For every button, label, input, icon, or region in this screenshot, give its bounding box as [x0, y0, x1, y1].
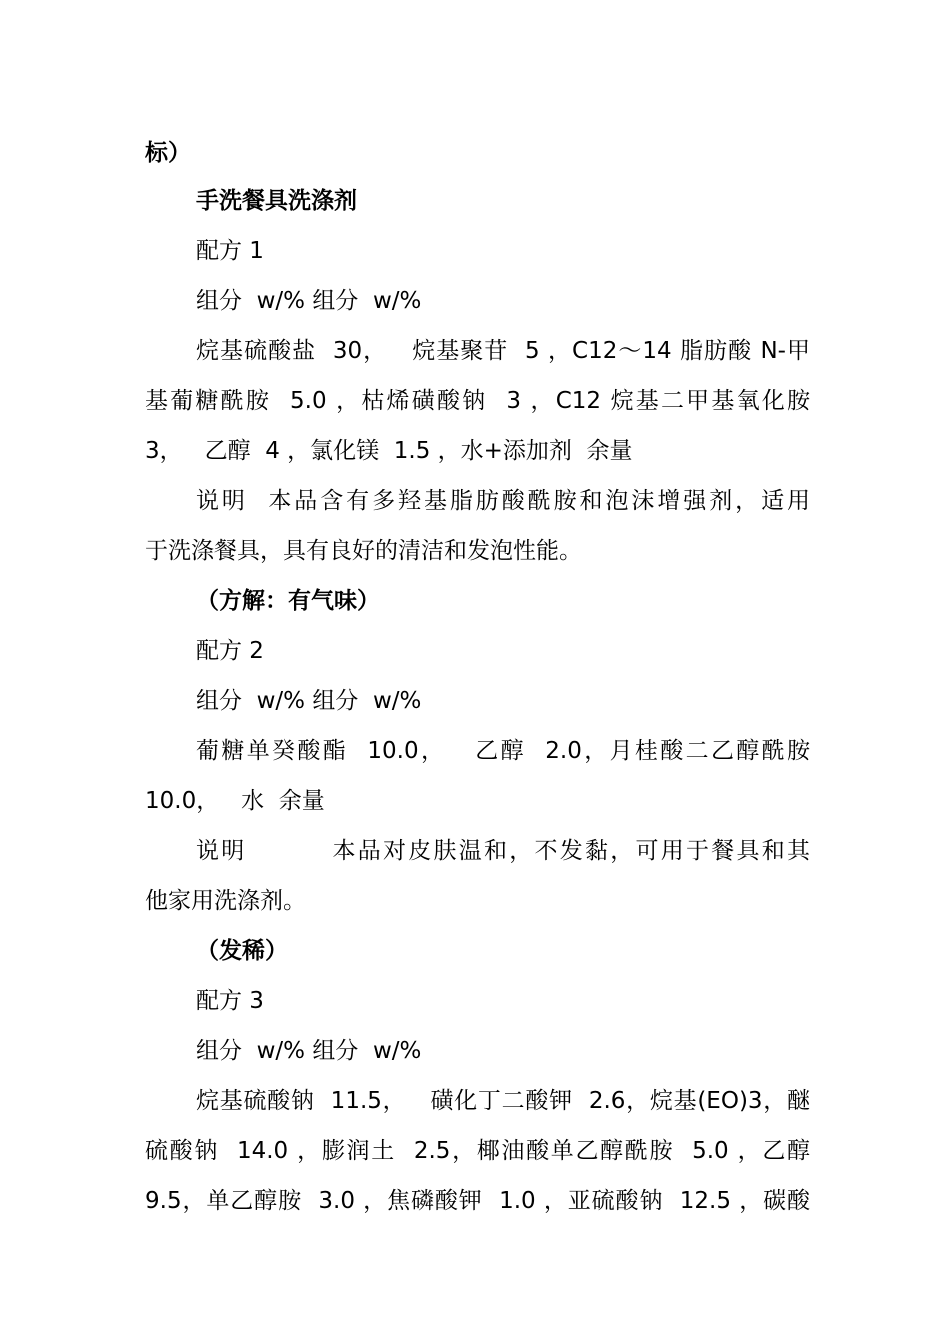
text-line-continuation-label: 标）	[145, 140, 191, 166]
formula-3-ingredients-line-1: 烷基硫酸钠 11.5， 磺化丁二酸钾 2.6，烷基(EO)3，醚	[196, 1088, 810, 1114]
formula-1-component-header: 组分 w/% 组分 w/%	[196, 288, 422, 314]
formula-2-note-line-1: 说明 本品对皮肤温和，不发黏，可用于餐具和其	[196, 838, 810, 864]
formula-2-note-line-2: 他家用洗涤剂。	[145, 888, 306, 914]
formula-1-title: 配方 1	[196, 238, 264, 264]
formula-3-ingredients-line-2: 硫酸钠 14.0 ，膨润土 2.5，椰油酸单乙醇酰胺 5.0 ，乙醇	[145, 1138, 810, 1164]
formula-3-component-header: 组分 w/% 组分 w/%	[196, 1038, 422, 1064]
formula-2-annotation: （发稀）	[196, 938, 288, 964]
formula-2-ingredients-line-2: 10.0， 水 余量	[145, 788, 325, 814]
formula-1-ingredients-line-1: 烷基硫酸盐 30， 烷基聚苷 5 ，C12～14 脂肪酸 N-甲	[196, 338, 810, 364]
formula-2-title: 配方 2	[196, 638, 264, 664]
formula-1-ingredients-line-2: 基葡糖酰胺 5.0 ，枯烯磺酸钠 3 ，C12 烷基二甲基氧化胺	[145, 388, 810, 414]
formula-1-note-line-2: 于洗涤餐具，具有良好的清洁和发泡性能。	[145, 538, 582, 564]
formula-1-annotation: （方解：有气味）	[196, 588, 380, 614]
formula-1-note-line-1: 说明 本品含有多羟基脂肪酸酰胺和泡沫增强剂，适用	[196, 488, 810, 514]
formula-3-title: 配方 3	[196, 988, 264, 1014]
section-heading-hand-dish-detergent: 手洗餐具洗涤剂	[196, 188, 357, 214]
formula-1-ingredients-line-3: 3， 乙醇 4 ，氯化镁 1.5 ，水+添加剂 余量	[145, 438, 633, 464]
formula-2-ingredients-line-1: 葡糖单癸酸酯 10.0， 乙醇 2.0，月桂酸二乙醇酰胺	[196, 738, 810, 764]
formula-3-ingredients-line-3: 9.5，单乙醇胺 3.0 ，焦磷酸钾 1.0 ，亚硫酸钠 12.5 ，碳酸	[145, 1188, 810, 1214]
formula-2-component-header: 组分 w/% 组分 w/%	[196, 688, 422, 714]
